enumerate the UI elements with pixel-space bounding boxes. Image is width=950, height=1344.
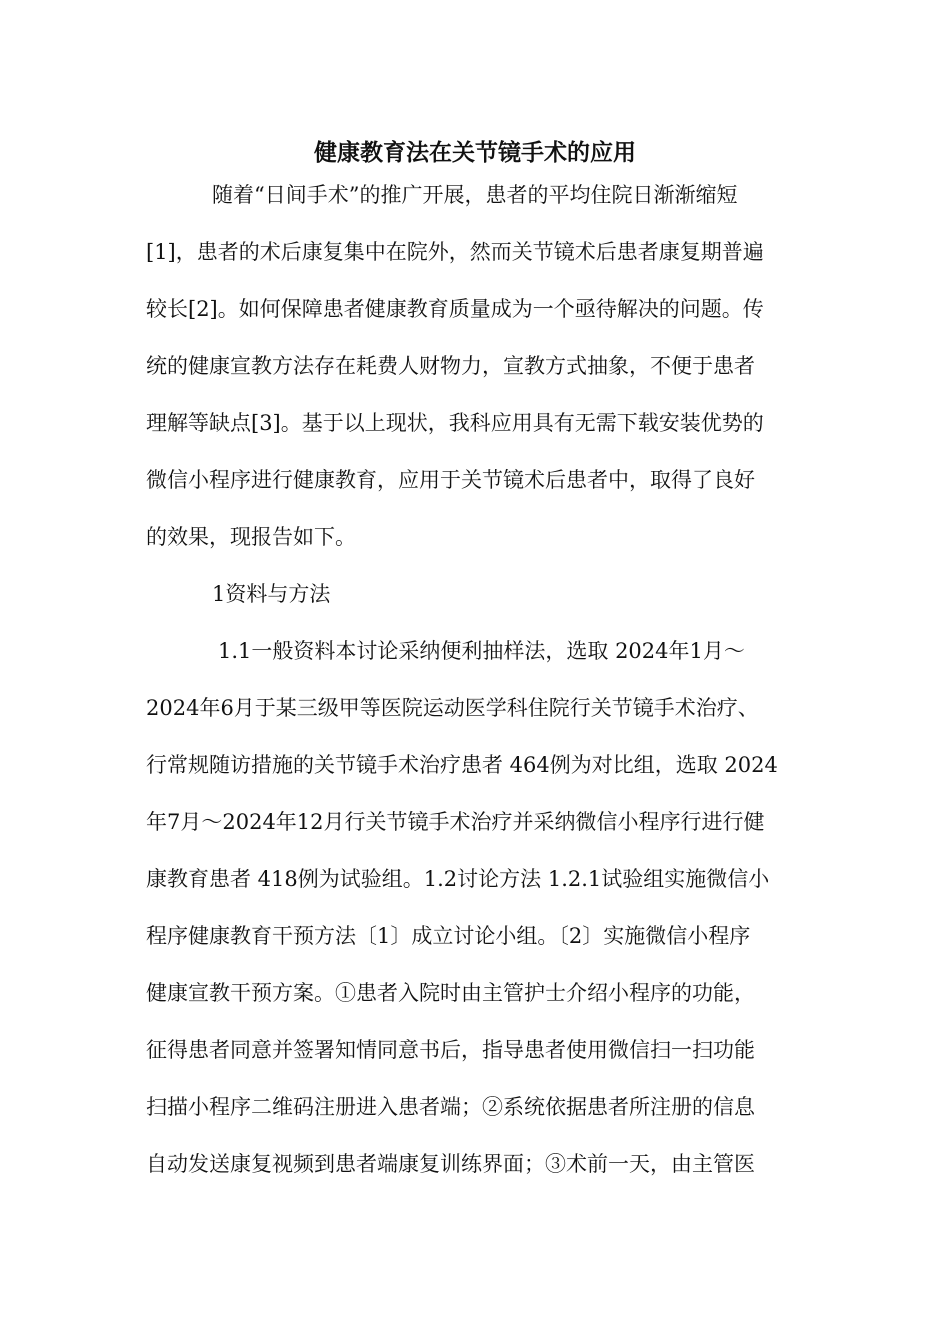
paragraph-line: 自动发送康复视频到患者端康复训练界面；③术前一天，由主管医 [146, 1152, 755, 1176]
paragraph-line: 扫描小程序二维码注册进入患者端；②系统依据患者所注册的信息 [146, 1095, 755, 1119]
paragraph-line: 程序健康教育干预方法〔1〕成立讨论小组。〔2〕实施微信小程序 [146, 924, 751, 948]
paragraph-line: 微信小程序进行健康教育，应用于关节镜术后患者中，取得了良好 [146, 468, 755, 492]
section-heading: 1资料与方法 [212, 582, 331, 606]
paragraph-line: 随着“日间手术”的推广开展，患者的平均住院日渐渐缩短 [212, 183, 738, 207]
paragraph-line: 行常规随访措施的关节镜手术治疗患者 464例为对比组，选取 2024 [146, 753, 778, 777]
paragraph-line: 较长[2]。如何保障患者健康教育质量成为一个亟待解决的问题。传 [146, 297, 764, 321]
paragraph-line: 2024年6月于某三级甲等医院运动医学科住院行关节镜手术治疗、 [146, 696, 759, 720]
document-title: 健康教育法在关节镜手术的应用 [314, 139, 636, 166]
paragraph-line: 征得患者同意并签署知情同意书后，指导患者使用微信扫一扫功能 [146, 1038, 755, 1062]
paragraph-line: 理解等缺点[3]。基于以上现状，我科应用具有无需下载安装优势的 [146, 411, 764, 435]
paragraph-line: 健康宣教干预方案。①患者入院时由主管护士介绍小程序的功能， [146, 981, 755, 1005]
paragraph-line: 康教育患者 418例为试验组。1.2讨论方法 1.2.1试验组实施微信小 [146, 867, 770, 891]
paragraph-line: [1]，患者的术后康复集中在院外，然而关节镜术后患者康复期普遍 [146, 240, 764, 264]
paragraph-line: 的效果，现报告如下。 [146, 525, 356, 549]
paragraph-line: 统的健康宣教方法存在耗费人财物力，宣教方式抽象，不便于患者 [146, 354, 755, 378]
paragraph-line: 1.1一般资料本讨论采纳便利抽样法，选取 2024年1月～ [218, 639, 745, 663]
paragraph-line: 年7月～2024年12月行关节镜手术治疗并采纳微信小程序行进行健 [146, 810, 765, 834]
